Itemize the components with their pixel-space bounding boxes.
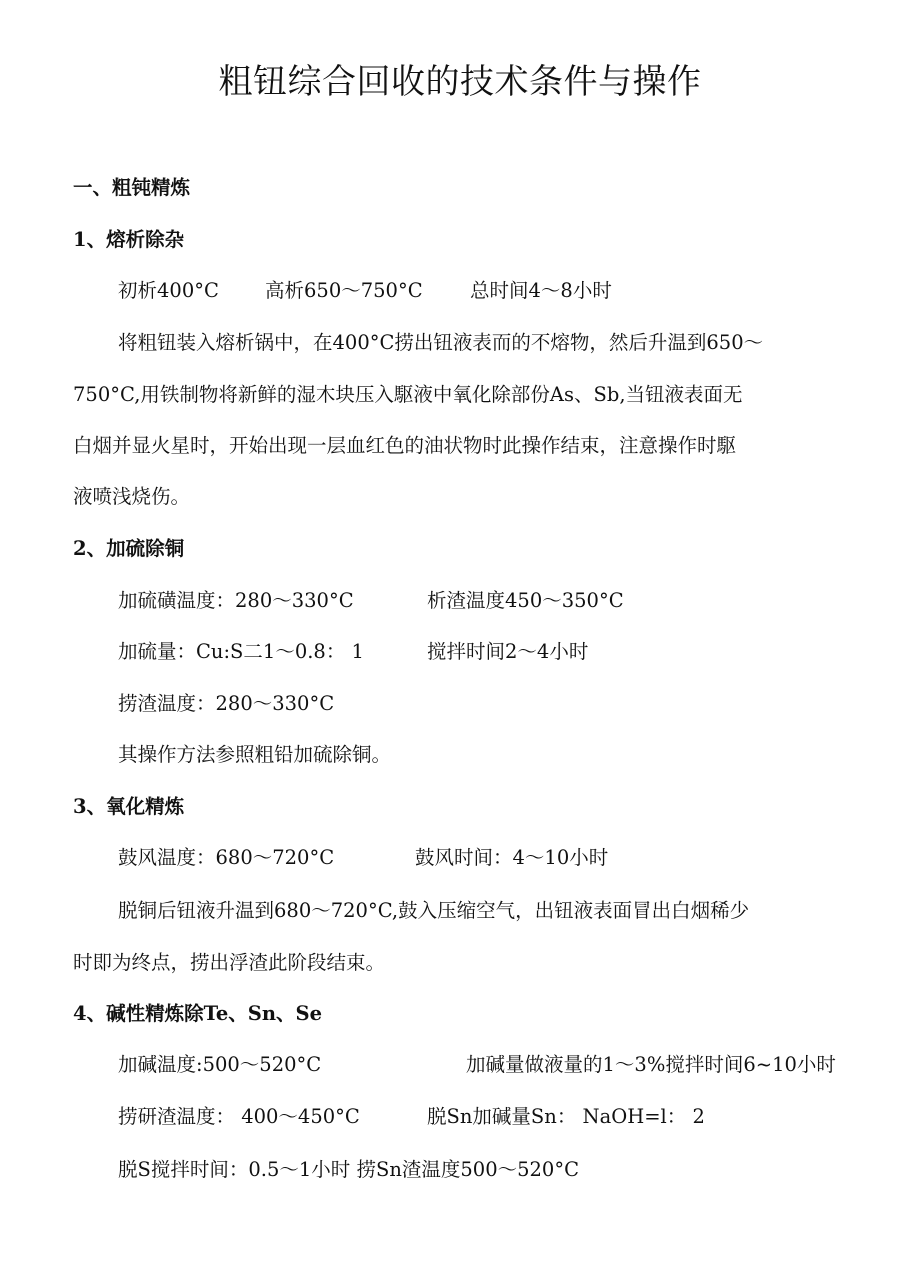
section-heading: 一、粗钝精炼: [73, 176, 191, 199]
param-alkali-amount: 加碱量做液量的1～3%搅拌时间6~10小时: [466, 1053, 836, 1076]
subsection-heading-4: 4、碱性精炼除Te、Sn、Se: [73, 1002, 322, 1025]
param-slag-temp: 析渣温度450～350°C: [427, 589, 624, 612]
subsection-heading-1: 1、熔析除杂: [73, 228, 185, 251]
paragraph-line: 脱铜后钮液升温到680～720°C,鼓入压缩空气，出钮液表面冒出白烟稀少: [118, 899, 750, 922]
paragraph-line: 将粗钮装入熔析锅中，在400°C捞出钮液表而的不熔物，然后升温到650～: [118, 331, 764, 354]
param-total-time: 总时间4～8小时: [470, 279, 612, 302]
param-desn-ratio: 脱Sn加碱量Sn： NaOH=l： 2: [427, 1105, 705, 1128]
paragraph-line: 白烟并显火星时，开始出现一层血红色的油状物时此操作结束，注意操作时駆: [73, 434, 737, 457]
param-des-stir-time: 脱S搅拌时间：0.5～1小时 捞Sn渣温度500～520°C: [118, 1158, 580, 1181]
document-title: 粗钮综合回收的技术条件与操作: [218, 62, 702, 102]
param-skim-temp: 捞渣温度：280～330°C: [118, 692, 335, 715]
param-alkali-temp: 加碱温度:500～520°C: [118, 1053, 322, 1076]
paragraph-line: 时即为终点，捞出浮渣此阶段结束。: [73, 951, 386, 974]
paragraph-line: 液喷浅烧伤。: [73, 485, 191, 508]
param-skim-slag-temp: 捞研渣温度： 400～450°C: [118, 1105, 360, 1128]
param-sulfur-amount: 加硫量：Cu:S二1～0.8： 1: [118, 640, 364, 663]
param-high-temp: 高析650～750°C: [265, 279, 423, 302]
paragraph-line: 750°C,用铁制物将新鲜的湿木块压入駆液中氧化除部份As、Sb,当钮液表面无: [73, 383, 743, 406]
paragraph-line: 其操作方法参照粗铅加硫除铜。: [118, 743, 392, 766]
subsection-heading-3: 3、氧化精炼: [73, 795, 185, 818]
param-sulfur-temp: 加硫磺温度：280～330°C: [118, 589, 354, 612]
param-stir-time: 搅拌时间2～4小时: [427, 640, 589, 663]
param-blow-time: 鼓风时间：4～10小时: [415, 846, 609, 869]
param-blow-temp: 鼓风温度：680～720°C: [118, 846, 335, 869]
param-initial-temp: 初析400°C: [118, 279, 219, 302]
subsection-heading-2: 2、加硫除铜: [73, 537, 185, 560]
